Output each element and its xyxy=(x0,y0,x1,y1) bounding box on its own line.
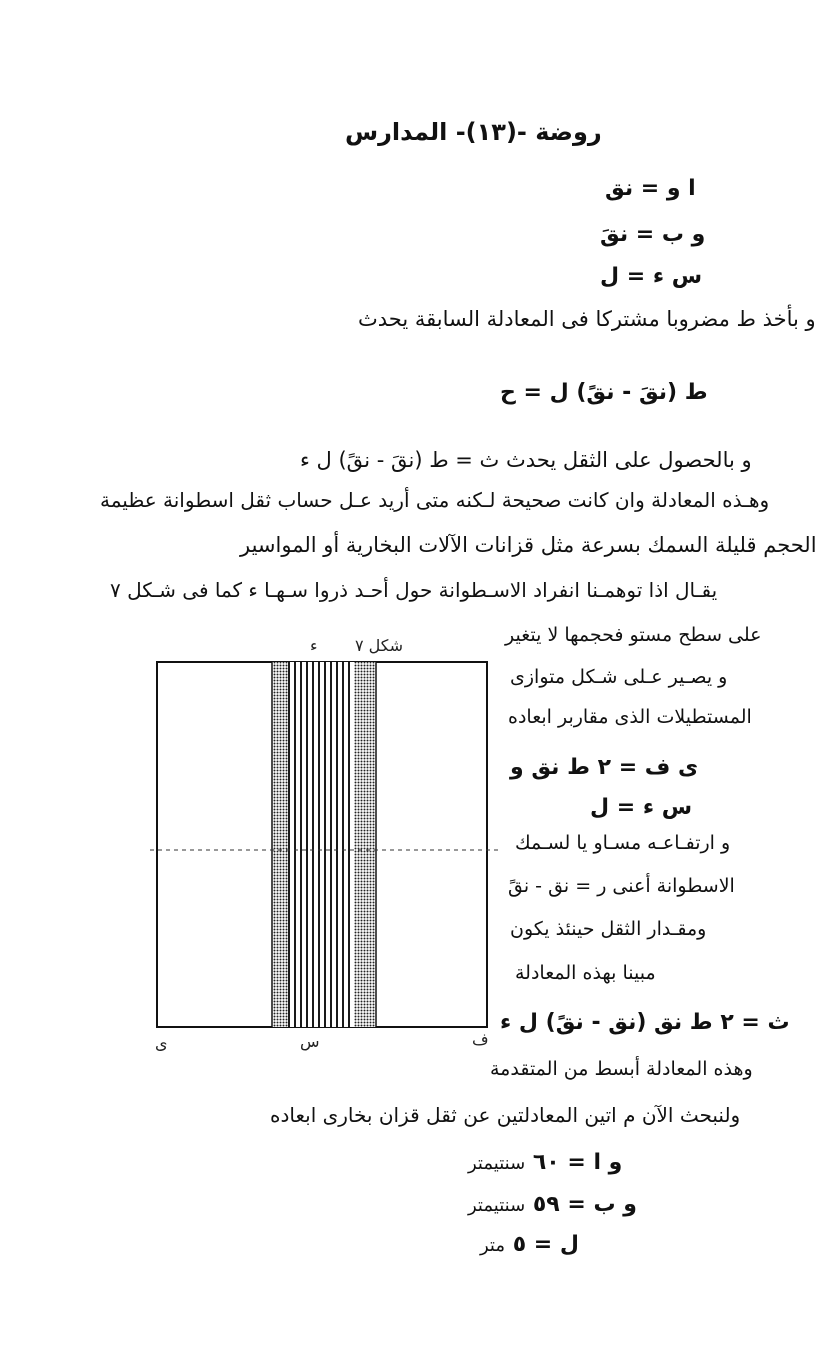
right-line-11: وهذه المعادلة أبسط من المتقدمة xyxy=(490,1058,753,1080)
paragraph-take-factor: و بأخذ ط مضروبا مشتركا فى المعادلة السابقة يحدث xyxy=(358,307,816,331)
value-lhs: و ا xyxy=(593,1150,623,1175)
page-header: روضة -(١٣)- المدارس xyxy=(345,118,602,146)
equation-sd: س ء = ل xyxy=(600,264,703,289)
figure-label-bottom-right: ف xyxy=(472,1030,489,1049)
equation-ob: و ب = نقَ xyxy=(600,222,706,247)
figure-band-dotted-left xyxy=(272,662,288,1027)
right-line-9: مبينا بهذه المعادلة xyxy=(515,962,656,984)
figure-label-top: ء xyxy=(310,636,318,655)
right-line-5-equation: س ء = ل xyxy=(590,795,693,820)
body-line-3: يقـال اذا توهمـنا انفراد الاسـطوانة حول أحـد ذروا سـهـا ء كما فى شـكل ٧ xyxy=(110,578,718,602)
right-line-10-equation: ث = ٢ ط نق (نق - نقً) ل ء xyxy=(500,1010,790,1035)
body-line-1: وهـذه المعادلة وان كانت صحيحة لـكنه متى أريد عـل حساب ثقل اسطوانة عظيمة xyxy=(100,488,770,512)
figure-drawing xyxy=(150,640,500,1060)
value-unit: سنتيمتر xyxy=(468,1153,526,1174)
value-lhs: و ب xyxy=(593,1192,637,1217)
equation-oa: ا و = نق xyxy=(605,176,696,201)
equation-main: ط (نقَ - نقً) ل = ح xyxy=(500,380,708,405)
body-line-2: الحجم قليلة السمك بسرعة مثل قزانات الآلات البخارية أو المواسير xyxy=(240,533,817,557)
value-num: ٥ xyxy=(512,1232,527,1257)
paragraph-examine: ولنبحث الآن م اتين المعادلتين عن ثقل قزان بخارى ابعاده xyxy=(270,1103,741,1127)
value-unit: متر xyxy=(480,1235,506,1256)
value-row-l: ل = ٥ متر xyxy=(480,1232,579,1257)
value-num: ٥٩ xyxy=(532,1192,560,1217)
figure-7 xyxy=(150,636,500,1060)
figure-label-bottom-left: ى xyxy=(155,1034,168,1053)
figure-band-stripes xyxy=(288,662,354,1027)
paragraph-weight: و بالحصول على الثقل يحدث ث = ط (نقَ - نقً) ل ء xyxy=(300,448,752,472)
right-line-2: و يصـير عـلى شـكل متوازى xyxy=(510,666,728,688)
figure-label-bottom-mid: س xyxy=(300,1032,320,1051)
value-row-oa: و ا = ٦٠ سنتيمتر xyxy=(468,1150,623,1175)
figure-caption: شكل ٧ xyxy=(355,636,404,655)
right-line-1: على سطح مستو فحجمها لا يتغير xyxy=(505,624,762,646)
value-row-ob: و ب = ٥٩ سنتيمتر xyxy=(468,1192,637,1217)
value-unit: سنتيمتر xyxy=(468,1195,526,1216)
value-lhs: ل xyxy=(559,1232,579,1257)
right-line-7: الاسطوانة أعنى ر = نق - نقً xyxy=(508,875,735,897)
value-num: ٦٠ xyxy=(532,1150,560,1175)
right-line-8: ومقـدار الثقل حينئذ يكون xyxy=(510,918,707,940)
right-line-6: و ارتفـاعـه مسـاو يا لسـمك xyxy=(515,832,731,854)
right-line-4-equation: ى ف = ٢ ط نق و xyxy=(510,755,699,780)
right-line-3: المستطيلات الذى مقاربر ابعاده xyxy=(508,706,752,728)
figure-band-dotted-right xyxy=(354,662,376,1027)
